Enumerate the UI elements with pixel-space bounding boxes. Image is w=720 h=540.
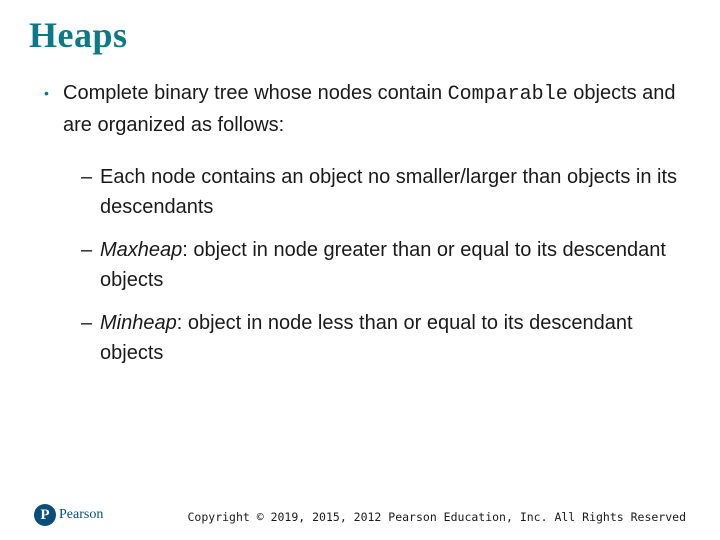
subbullet-dash: – <box>81 166 93 188</box>
term-maxheap: Maxheap <box>100 239 183 261</box>
slide-title: Heaps <box>29 15 128 55</box>
pearson-logo-icon: P <box>34 504 56 526</box>
copyright-notice: Copyright © 2019, 2015, 2012 Pearson Education, Inc. All Rights Reserved <box>187 510 686 524</box>
term-minheap: Minheap <box>100 312 177 334</box>
subbullet-dash: – <box>81 312 93 334</box>
bullet-text-after: objects and are organized as follows: <box>63 82 676 136</box>
bullet-marker: • <box>44 85 49 101</box>
subbullet-text: : object in node greater than or equal to its descendant objects <box>100 239 666 291</box>
code-comparable: Comparable <box>447 83 568 106</box>
subbullet-dash: – <box>81 239 93 261</box>
pearson-logo-text: Pearson <box>59 507 104 522</box>
subbullet-each-node <box>81 162 694 222</box>
bullet-text-before: Complete binary tree whose nodes contain <box>63 82 448 104</box>
pearson-logo <box>34 504 103 526</box>
subbullet-minheap <box>81 308 694 368</box>
subbullet-maxheap <box>81 235 694 295</box>
subbullet-text: Each node contains an object no smaller/larger than objects in its descendants <box>100 166 678 218</box>
subbullet-text: : object in node less than or equal to its descendant objects <box>100 312 633 364</box>
main-bullet <box>44 78 694 140</box>
bullet-list <box>44 78 694 368</box>
